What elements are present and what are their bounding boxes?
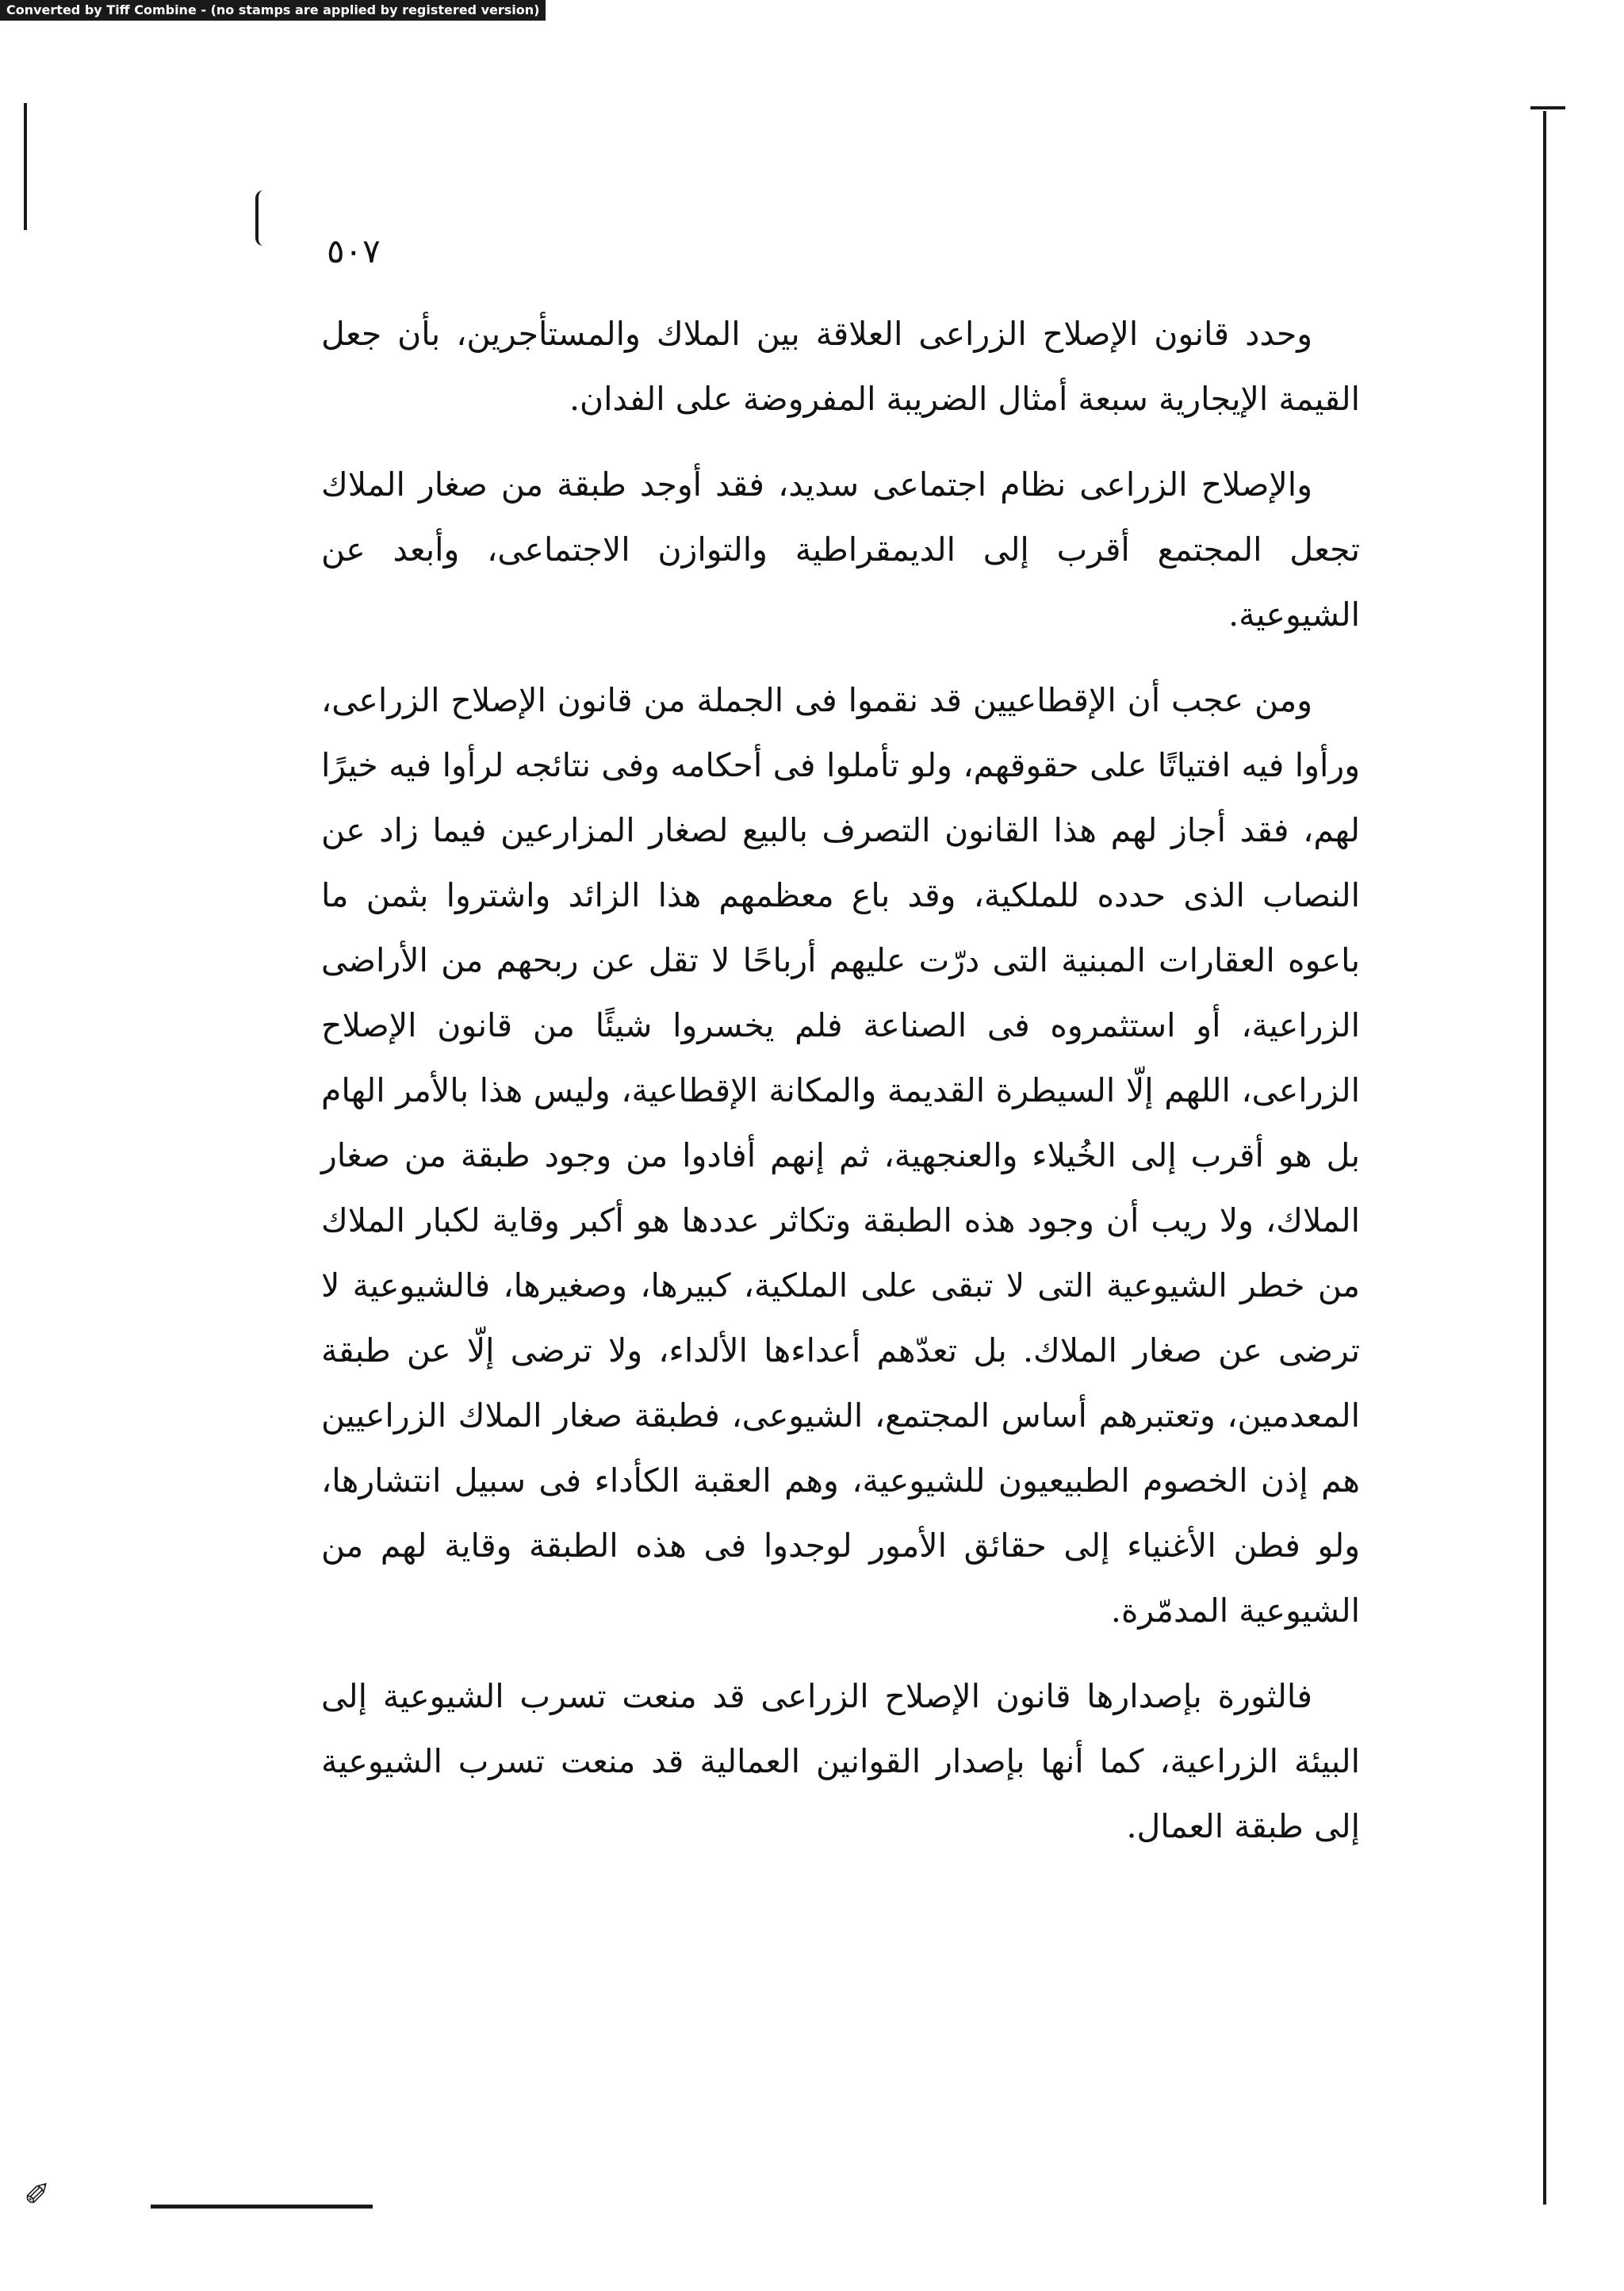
page-number: ٥٠٧ [327,232,381,270]
right-margin-rule [1543,111,1546,2205]
corner-scribble-mark: ✐ [24,2177,51,2213]
bottom-scan-line [151,2205,373,2209]
paragraph: فالثورة بإصدارها قانون الإصلاح الزراعى قد منعت تسرب الشيوعية إلى البيئة الزراعية، كما أنها بإصدار القوانين العمالية قد منعت تسرب الشيوعية إلى طبقة العمال. [321,1677,1360,1845]
right-rule-cap [1530,106,1565,109]
page-text-body [321,301,1360,1859]
scan-bracket-mark [255,190,270,246]
paragraph: والإصلاح الزراعى نظام اجتماعى سديد، فقد أوجد طبقة من صغار الملاك تجعل المجتمع أقرب إلى الديمقراطية والتوازن الاجتماعى، وأبعد عن الشيوعية. [321,465,1360,634]
paragraph: وحدد قانون الإصلاح الزراعى العلاقة بين الملاك والمستأجرين، بأن جعل القيمة الإيجارية سبعة أمثال الضريبة المفروضة على الفدان. [321,315,1360,418]
scan-edge-mark [24,103,27,230]
paragraph: ومن عجب أن الإقطاعيين قد نقموا فى الجملة من قانون الإصلاح الزراعى، ورأوا فيه افتياتًا على حقوقهم، ولو تأملوا فى أحكامه وفى نتائجه لرأوا فيه خيرًا لهم، فقد أجاز لهم هذا القانون التصرف بالبيع لصغار المزارعين فيما زاد عن النصاب الذى حدده للملكية، وقد باع معظمهم هذا الزائد واشتروا بثمن ما باعوه العقارات المبنية التى درّت عليهم أرباحًا لا تقل عن ربحهم من الأراضى الزراعية، أو استثمروه فى الصناعة فلم يخسروا شيئًا من قانون الإصلاح الزراعى، اللهم إلّا السيطرة القديمة والمكانة الإقطاعية، وليس هذا بالأمر الهام بل هو أقرب إلى الخُيلاء والعنجهية، ثم إنهم أفادوا من وجود طبقة من صغار الملاك، ولا ريب أن وجود هذه الطبقة وتكاثر عددها هو أكبر وقاية لكبار الملاك من خطر الشيوعية التى لا تبقى على الملكية، كبيرها، وصغيرها، فالشيوعية لا ترضى عن صغار الملاك. بل تعدّهم أعداءها الألداء، ولا ترضى إلّا عن طبقة المعدمين، وتعتبرهم أساس المجتمع، الشيوعى، فطبقة صغار الملاك الزراعيين هم إذن الخصوم الطبيعيون للشيوعية، وهم العقبة الكأداء فى سبيل انتشارها، ولو فطن الأغنياء إلى حقائق الأمور لوجدوا فى هذه الطبقة وقاية لهم من الشيوعية المدمّرة. [321,681,1361,1630]
converter-watermark: Converted by Tiff Combine - (no stamps are applied by registered version) [0,0,546,21]
